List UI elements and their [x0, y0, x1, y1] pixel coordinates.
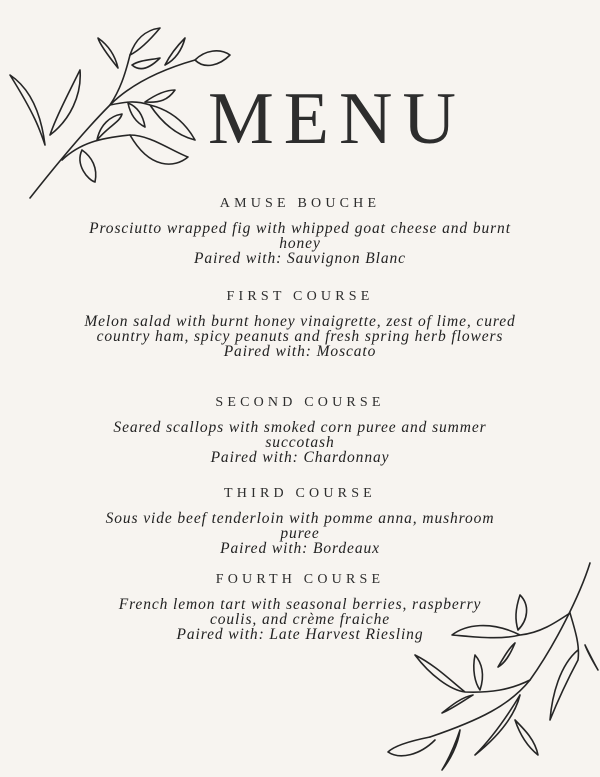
course-heading: AMUSE BOUCHE: [219, 196, 381, 211]
course-description: Melon salad with burnt honey vinaigrette, zest of lime, cured country ham, spicy peanuts and fresh spring herb flowers: [84, 313, 516, 345]
course-description: Prosciutto wrapped fig with whipped goat cheese and burnt honey: [89, 220, 511, 252]
course-second: [60, 395, 540, 465]
menu-title: MENU: [208, 78, 466, 160]
course-pairing: Paired with: Chardonnay: [210, 449, 390, 466]
course-heading: SECOND COURSE: [215, 395, 385, 410]
course-first: [60, 289, 540, 359]
course-pairing: Paired with: Sauvignon Blanc: [194, 250, 406, 267]
course-heading: FIRST COURSE: [226, 289, 374, 304]
course-heading: FOURTH COURSE: [215, 572, 385, 587]
course-description: Sous vide beef tenderloin with pomme anna, mushroom puree: [105, 510, 495, 542]
course-third: [60, 486, 540, 556]
course-pairing: Paired with: Bordeaux: [220, 540, 380, 557]
leaf-branch-icon-top-left: [0, 10, 240, 200]
course-description: Seared scallops with smoked corn puree and summer succotash: [113, 419, 487, 451]
course-pairing: Paired with: Moscato: [223, 343, 377, 360]
course-description: French lemon tart with seasonal berries, raspberry coulis, and crème fraiche: [118, 596, 482, 628]
course-pairing: Paired with: Late Harvest Riesling: [176, 626, 424, 643]
course-amuse-bouche: [60, 196, 540, 266]
course-heading: THIRD COURSE: [224, 486, 376, 501]
leaf-branch-icon-bottom-right: [380, 555, 600, 777]
